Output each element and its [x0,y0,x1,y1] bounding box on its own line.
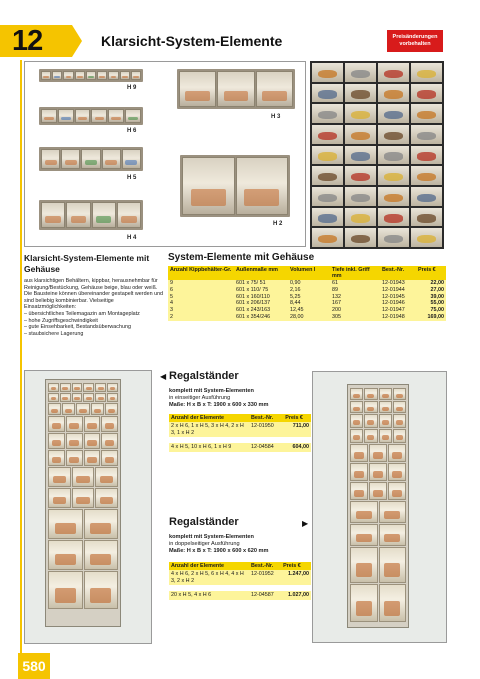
page-number: 580 [18,653,50,679]
cell: 12-04587 [249,591,281,600]
rack-modules [48,383,118,609]
col-header: Best.-Nr. [380,266,416,280]
cell: 20 x H 5, 4 x H 6 [169,591,249,600]
table-header-row [169,414,311,422]
list-item: – übersichtliches Teilemagazin am Montageplatz [24,311,164,318]
module-h9-image [39,69,143,82]
table-row [169,570,311,585]
cell: 2 [168,314,234,321]
price-cell: 55,00 [416,300,446,307]
table-row [168,314,446,321]
regal1-sub1: komplett mit System-Elementen [169,388,254,394]
cell: 601 x 160/110 [234,294,288,301]
product-photo-modules [24,61,306,247]
table-row [168,280,446,287]
cell: 12-01943 [380,280,416,287]
module-h5-image [39,147,143,171]
cell: 12-01947 [380,307,416,314]
list-item: – hohe Zugriffsgeschwindigkeit [24,318,164,325]
col-header: Best.-Nr. [249,562,281,570]
regal1-title: Regalständer [169,370,239,382]
arrow-left-icon: ◀ [160,372,167,381]
col-header: Anzahl der Elemente [169,414,249,422]
cell: 9 [168,280,234,287]
system-elements-table [168,266,446,321]
cell: 4 [168,300,234,307]
cell: 3 [168,307,234,314]
price-cell: 22,00 [416,280,446,287]
system-table-title: System-Elemente mit Gehäuse [168,252,315,263]
regal1-table [169,414,311,452]
col-header: Tiefe inkl. Griff mm [330,266,380,280]
price-cell: 1.027,00 [281,591,311,600]
rack-modules [350,388,406,622]
col-header: Preis € [281,562,311,570]
module-h6-image [39,107,143,125]
table-row [168,307,446,314]
label-h6: H 6 [127,128,137,134]
col-header: Anzahl Kippbehälter-Gr. [168,266,234,280]
col-header: Preis € [416,266,446,280]
price-cell: 39,00 [416,294,446,301]
label-h3: H 3 [271,114,281,120]
table-row [169,443,311,452]
list-item: – staubsichere Lagerung [24,331,164,338]
cell: 89 [330,287,380,294]
price-cell: 169,00 [416,314,446,321]
regal2-sub2: in doppelseitiger Ausführung [169,541,240,547]
table-row [168,287,446,294]
col-header: Außenmaße mm [234,266,288,280]
table-header-row [169,562,311,570]
cell: 601 x 243/163 [234,307,288,314]
cell: 5,25 [288,294,330,301]
module-h3-image [177,69,295,109]
cell: 12-01948 [380,314,416,321]
regal2-sub3: Maße: H x B x T: 1900 x 600 x 620 mm [169,548,269,554]
cell: 132 [330,294,380,301]
table-header-row [168,266,446,280]
cell: 167 [330,300,380,307]
price-cell: 711,00 [283,422,311,437]
label-h9: H 9 [127,85,137,91]
col-header: Anzahl der Elemente [169,562,249,570]
regal2-subtitle [169,534,309,555]
cell: 601 x 75/ 51 [234,280,288,287]
price-cell: 1.247,00 [281,570,311,585]
chapter-number: 12 [12,25,43,57]
price-notice-badge: Preisänderungen vorbehalten [387,30,443,52]
cell: 4 x H 6, 2 x H 5, 6 x H 4, 4 x H 3, 2 x H 2 [169,570,249,585]
regal1-subtitle [169,388,309,409]
label-h5: H 5 [127,175,137,181]
cell: 61 [330,280,380,287]
intro-title: Klarsicht-System-Elemente mit Gehäuse [24,253,150,274]
double-sided-rack-photo [312,371,447,643]
cell: 2,16 [288,287,330,294]
col-header: Best.-Nr. [249,414,283,422]
page-title: Klarsicht-System-Elemente [101,33,283,49]
table-row [168,294,446,301]
cell: 12-01944 [380,287,416,294]
cell: 4 x H 5, 10 x H 6, 1 x H 9 [169,443,249,452]
cell: 5 [168,294,234,301]
cell: 601 x 110/ 75 [234,287,288,294]
price-cell: 75,00 [416,307,446,314]
intro-description: aus klarsichtigen Behältern, kippbar, herausnehmbar für Reinigung/Bestückung, Gehäuse beige, blau oder weiß. Die Bausteine können übereinander gestapelt werden und sind beliebig kombinierbar. Vielseitige Einsatzmöglichkeiten: [24,278,164,311]
list-item: – gute Einsehbarkeit, Bestandsüberwachung [24,324,164,331]
cell: 12-01950 [249,422,283,437]
cell: 12-04584 [249,443,283,452]
cell: 6 [168,287,234,294]
table-row [169,591,311,600]
arrow-right-icon: ▶ [302,519,309,528]
table-row [168,300,446,307]
col-header: Volumen l [288,266,330,280]
intro-bullet-list [24,311,164,337]
cell: 12-01945 [380,294,416,301]
cell: 12,45 [288,307,330,314]
regal2-sub1: komplett mit System-Elementen [169,534,254,540]
side-rule [20,60,22,664]
label-h2: H 2 [273,221,283,227]
col-header: Preis € [283,414,311,422]
price-cell: 604,00 [283,443,311,452]
cell: 200 [330,307,380,314]
regal1-sub2: in einseitiger Ausführung [169,395,231,401]
label-h4: H 4 [127,235,137,241]
cell: 0,90 [288,280,330,287]
cell: 28,00 [288,314,330,321]
cell: 305 [330,314,380,321]
cell: 2 x H 6, 1 x H 5, 3 x H 4, 2 x H 3, 1 x H 2 [169,422,249,437]
cell: 12-01946 [380,300,416,307]
module-h4-image [39,200,143,230]
regal2-table [169,562,311,600]
intro-text [24,278,164,337]
filled-modules-photo [310,61,444,249]
price-cell: 27,00 [416,287,446,294]
cell: 8,44 [288,300,330,307]
table-row [169,422,311,437]
regal2-title: Regalständer [169,516,239,528]
single-sided-rack-photo [24,370,152,644]
cell: 601 x 206/137 [234,300,288,307]
regal1-sub3: Maße: H x B x T: 1900 x 600 x 330 mm [169,402,269,408]
cell: 12-01952 [249,570,281,585]
module-h2-image [180,155,290,217]
cell: 601 x 354/246 [234,314,288,321]
page-header [0,25,480,57]
